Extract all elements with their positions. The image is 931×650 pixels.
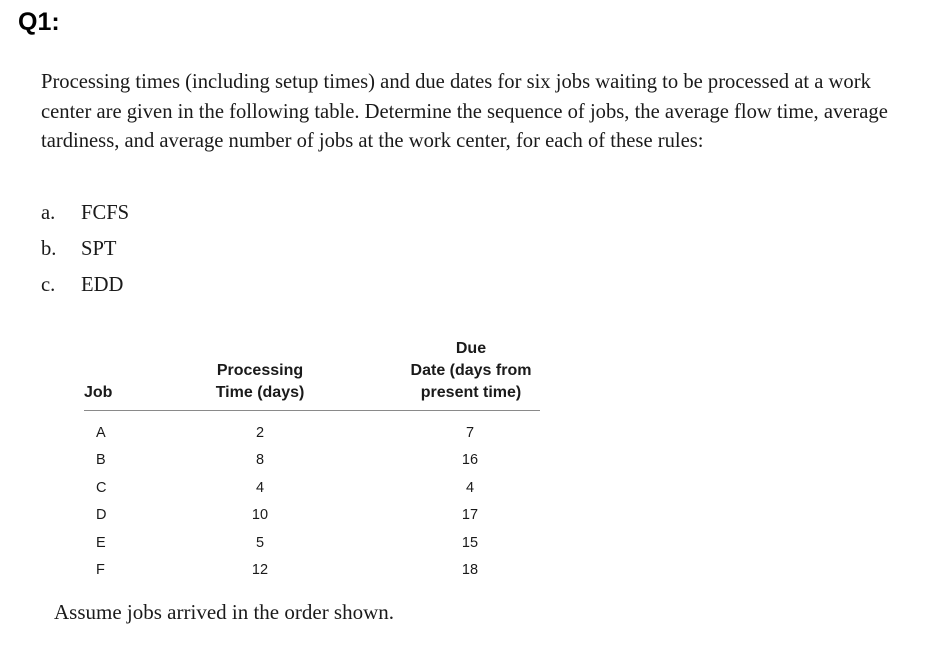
cell-due: 16 (461, 452, 479, 468)
cell-processing: 2 (255, 425, 265, 441)
cell-processing: 8 (255, 452, 265, 468)
cell-processing: 4 (255, 480, 265, 496)
rule-item-a (41, 202, 129, 225)
question-title: Q1: (18, 8, 60, 36)
problem-statement: Processing times (including setup times) and due dates for six jobs waiting to be processed at a work center are given in the following table. Determine the sequence of jobs, the average flow time, average tardiness, and average number of jobs at the work center, for each of these rules: (41, 71, 888, 152)
cell-job: A (96, 425, 106, 441)
cell-job: D (96, 507, 107, 523)
table-row (0, 562, 600, 590)
table-row (0, 452, 600, 480)
header-due-date (396, 338, 546, 404)
cell-job: E (96, 535, 106, 551)
cell-processing: 5 (255, 535, 265, 551)
cell-due: 17 (461, 507, 479, 523)
header-due-line2: Date (days from (410, 362, 532, 379)
rule-label: SPT (81, 238, 117, 260)
header-divider (84, 410, 540, 411)
table-row (0, 480, 600, 508)
cell-job: F (96, 562, 105, 578)
footnote: Assume jobs arrived in the order shown. (54, 600, 395, 624)
cell-job: C (96, 480, 107, 496)
header-processing-time (190, 360, 330, 404)
cell-due: 7 (465, 425, 475, 441)
rule-item-c (41, 274, 123, 297)
rule-letter: a. (41, 202, 56, 224)
table-row (0, 425, 600, 453)
header-processing-line1: Processing (216, 362, 304, 379)
cell-job: B (96, 452, 106, 468)
rule-letter: c. (41, 274, 56, 296)
rule-label: EDD (81, 274, 124, 296)
table-row (0, 507, 600, 535)
table-row (0, 535, 600, 563)
header-processing-line2: Time (days) (215, 384, 305, 401)
header-due-line1: Due (455, 340, 487, 357)
header-job: Job (84, 384, 113, 401)
cell-processing: 10 (251, 507, 269, 523)
rule-label: FCFS (81, 202, 130, 224)
rule-item-b (41, 238, 117, 261)
cell-processing: 12 (251, 562, 269, 578)
header-due-line3: present time) (420, 384, 522, 401)
rule-letter: b. (41, 238, 57, 260)
cell-due: 18 (461, 562, 479, 578)
cell-due: 4 (465, 480, 475, 496)
cell-due: 15 (461, 535, 479, 551)
